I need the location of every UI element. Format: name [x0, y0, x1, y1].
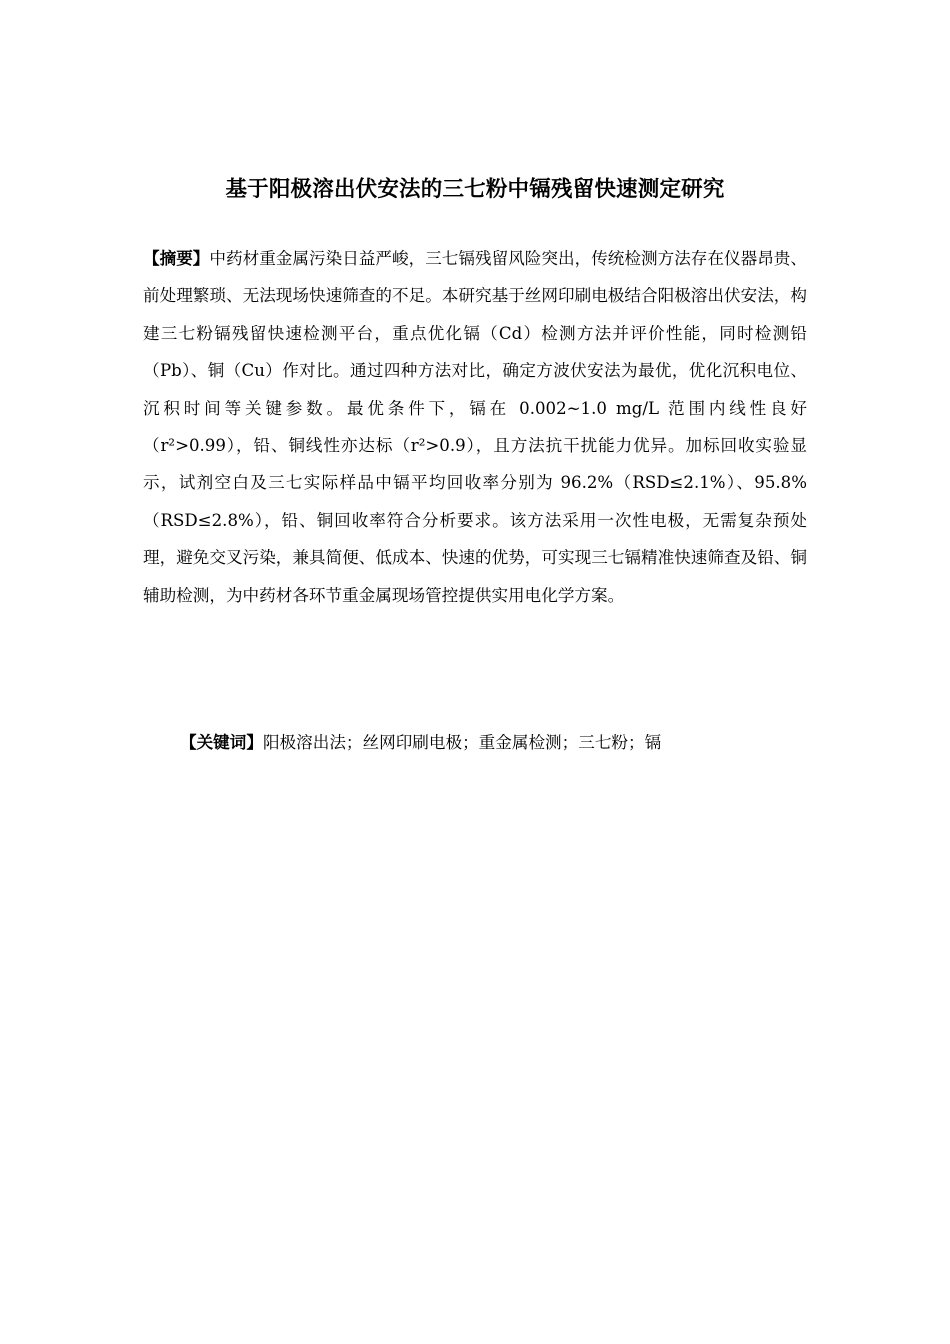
paper-title: 基于阳极溶出伏安法的三七粉中镉残留快速测定研究 [225, 177, 725, 202]
abstract-label: 【摘要】 [143, 249, 210, 268]
abstract-paragraph [143, 240, 807, 614]
keywords-text: 阳极溶出法；丝网印刷电极；重金属检测；三七粉；镉 [262, 733, 662, 752]
abstract-text: 中药材重金属污染日益严峻，三七镉残留风险突出，传统检测方法存在仪器昂贵、前处理繁琐、无法现场快速筛查的不足。本研究基于丝网印刷电极结合阳极溶出伏安法，构建三七粉镉残留快速检测平台，重点优化镉（Cd）检测方法并评价性能，同时检测铅（Pb）、铜（Cu）作对比。通过四种方法对比，确定方波伏安法为最优，优化沉积电位、沉积时间等关键参数。最优条件下，镉在 0.002~1.0 mg/L 范围内线性良好（r²>0.99），铅、铜线性亦达标（r²>0.9），且方法抗干扰能力优异。加标回收实验显示，试剂空白及三七实际样品中镉平均回收率分别为 96.2%（RSD≤2.1%）、95.8%（RSD≤2.8%），铅、铜回收率符合分析要求。该方法采用一次性电极，无需复杂预处理，避免交叉污染，兼具简便、低成本、快速的优势，可实现三七镉精准快速筛查及铅、铜辅助检测，为中药材各环节重金属现场管控提供实用电化学方案。 [143, 249, 808, 605]
keywords-label: 【关键词】 [180, 733, 263, 752]
keywords-paragraph [180, 727, 820, 759]
